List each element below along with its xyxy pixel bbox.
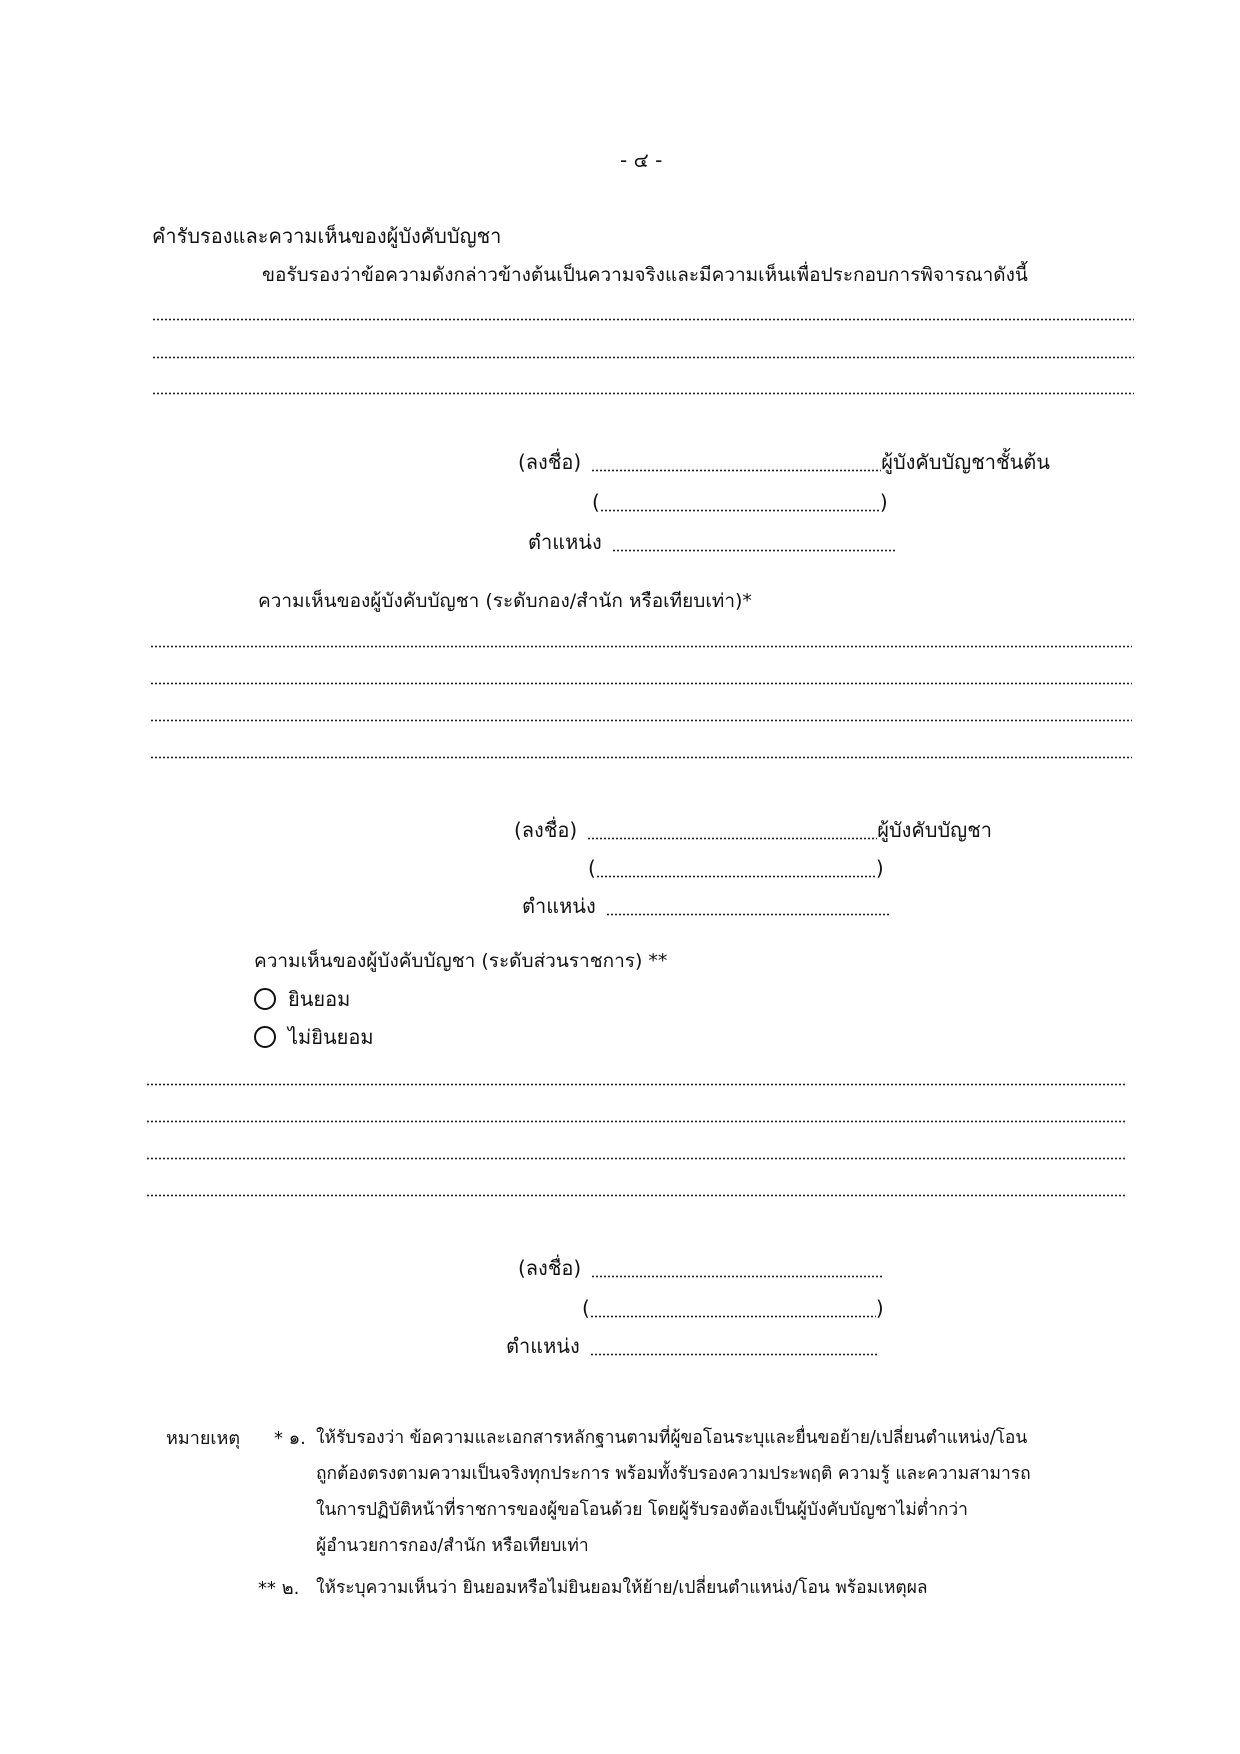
comment-line[interactable] (146, 1194, 1126, 1197)
sign-label: (ลงชื่อ) (514, 818, 578, 842)
signature-line[interactable] (587, 837, 877, 840)
position-line[interactable] (590, 1353, 878, 1356)
page-number: - ๔ - (620, 148, 663, 172)
notes-label: หมายเหตุ (166, 1428, 241, 1449)
section1-position-row (528, 532, 897, 552)
sign-label: (ลงชื่อ) (518, 450, 582, 474)
radio-disagree[interactable] (254, 1026, 276, 1048)
position-label: ตำแหน่ง (506, 1334, 580, 1358)
section3-position-row (506, 1336, 878, 1356)
section1-signature-row (518, 452, 1050, 472)
note1-line: ถูกต้องตรงตามความเป็นจริงทุกประการ พร้อมทั้งรับรองความประพฤติ ความรู้ และความสามารถ (316, 1464, 1031, 1484)
note1-line: ในการปฏิบัติหน้าที่ราชการของผู้ขอโอนด้วย โดยผู้รับรองต้องเป็นผู้บังคับบัญชาไม่ต่ำกว่า (316, 1500, 968, 1520)
position-line[interactable] (606, 913, 891, 916)
signature-line[interactable] (591, 1275, 883, 1278)
name-line[interactable] (590, 1315, 876, 1318)
comment-line[interactable] (152, 356, 1134, 359)
comment-line[interactable] (150, 719, 1132, 722)
radio-agree[interactable] (254, 988, 276, 1010)
section1-name-row (592, 492, 888, 512)
paren-open: ( (592, 490, 600, 514)
paren-open: ( (582, 1296, 590, 1320)
position-label: ตำแหน่ง (522, 894, 596, 918)
paren-close: ) (875, 1296, 884, 1320)
sign-title: ผู้บังคับบัญชาชั้นต้น (881, 450, 1050, 474)
section3-name-row (582, 1298, 884, 1318)
comment-line[interactable] (150, 645, 1132, 648)
comment-line[interactable] (150, 682, 1132, 685)
section1-intro: ขอรับรองว่าข้อความดังกล่าวข้างต้นเป็นความจริงและมีความเห็นเพื่อประกอบการพิจารณาดังนี้ (262, 264, 1028, 286)
comment-line[interactable] (152, 392, 1134, 395)
sign-label: (ลงชื่อ) (518, 1256, 582, 1280)
comment-line[interactable] (146, 1157, 1126, 1160)
option-agree-label: ยินยอม (288, 987, 351, 1011)
section1-heading: คำรับรองและความเห็นของผู้บังคับบัญชา (152, 224, 502, 248)
note1-line: ผู้อำนวยการกอง/สำนัก หรือเทียบเท่า (316, 1536, 589, 1556)
section2-signature-row (514, 820, 992, 840)
signature-line[interactable] (591, 469, 881, 472)
comment-line[interactable] (146, 1083, 1126, 1086)
paren-close: ) (875, 856, 884, 880)
note1-marker: * ๑. (274, 1428, 306, 1449)
section3-heading: ความเห็นของผู้บังคับบัญชา (ระดับส่วนราชการ) ** (254, 950, 668, 972)
position-line[interactable] (612, 549, 897, 552)
option-disagree-label: ไม่ยินยอม (288, 1025, 374, 1049)
comment-line[interactable] (152, 318, 1134, 321)
section3-signature-row (518, 1258, 883, 1278)
note1-line: ให้รับรองว่า ข้อความและเอกสารหลักฐานตามที่ผู้ขอโอนระบุและยื่นขอย้าย/เปลี่ยนตำแหน่ง/โอน (316, 1428, 1028, 1448)
note2-text: ให้ระบุความเห็นว่า ยินยอมหรือไม่ยินยอมให้ย้าย/เปลี่ยนตำแหน่ง/โอน พร้อมเหตุผล (316, 1578, 928, 1598)
option-disagree[interactable] (254, 1026, 374, 1048)
option-agree[interactable] (254, 988, 350, 1010)
paren-close: ) (879, 490, 888, 514)
position-label: ตำแหน่ง (528, 530, 602, 554)
note2-marker: ** ๒. (258, 1578, 300, 1599)
comment-line[interactable] (150, 756, 1132, 759)
paren-open: ( (588, 856, 596, 880)
name-line[interactable] (600, 509, 880, 512)
section2-name-row (588, 858, 884, 878)
comment-line[interactable] (146, 1120, 1126, 1123)
section2-heading: ความเห็นของผู้บังคับบัญชา (ระดับกอง/สำนัก หรือเทียบเท่า)* (258, 590, 752, 612)
name-line[interactable] (596, 875, 876, 878)
sign-title: ผู้บังคับบัญชา (877, 818, 993, 842)
section2-position-row (522, 896, 891, 916)
